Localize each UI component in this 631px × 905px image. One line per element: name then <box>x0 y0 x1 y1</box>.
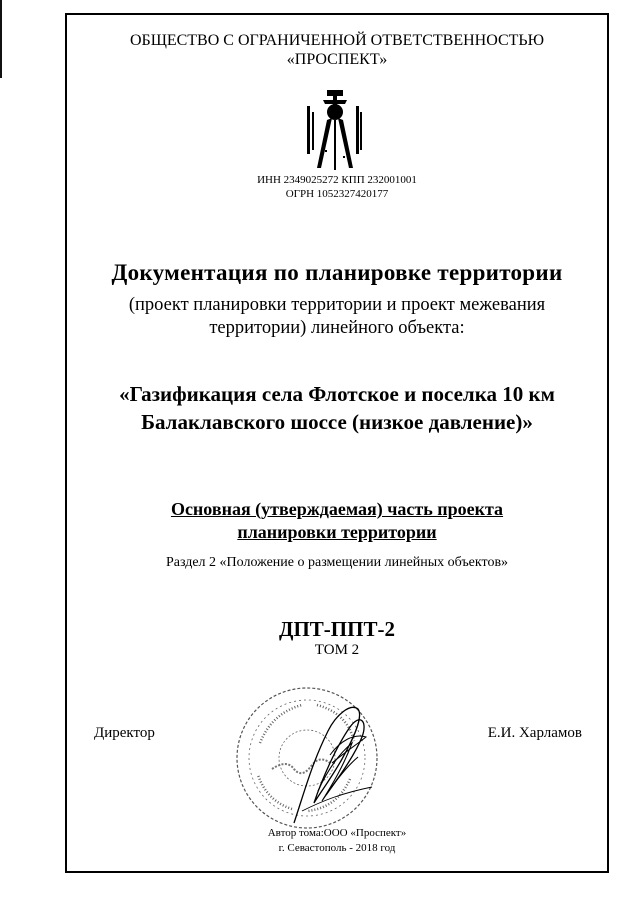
organization-name <box>67 31 607 69</box>
part-title-line-2: планировки территории <box>237 522 437 542</box>
inn-kpp: ИНН 2349025272 КПП 232001001 <box>257 174 417 186</box>
object-name <box>67 380 607 436</box>
volume-number: ТОМ 2 <box>314 642 360 658</box>
object-name-line-2: Балаклавского шоссе (низкое давление)» <box>141 410 533 434</box>
document-title: Документация по планировке территории <box>111 260 563 285</box>
round-seal-stamp-icon <box>232 683 382 833</box>
organization-name-line-1: ОБЩЕСТВО С ОГРАНИЧЕННОЙ ОТВЕТСТВЕННОСТЬЮ <box>129 32 545 49</box>
author-line: Автор тома:ООО «Проспект» <box>267 827 407 839</box>
document-subtitle-line-1: (проект планировки территории и проект межевания <box>128 295 546 315</box>
organization-name-line-2: «ПРОСПЕКТ» <box>286 51 388 68</box>
handwritten-signature-icon <box>294 707 372 823</box>
document-cipher: ДПТ-ППТ-2 <box>279 617 395 641</box>
surveyor-tripod-logo-icon <box>305 90 365 172</box>
document-subtitle-line-2: территории) линейного объекта: <box>209 318 465 338</box>
company-requisites <box>67 173 607 201</box>
city-year-line: г. Севастополь - 2018 год <box>278 842 396 854</box>
ogrn: ОГРН 1052327420177 <box>285 188 389 200</box>
document-subtitle <box>67 294 607 340</box>
part-title-line-1: Основная (утверждаемая) часть проекта <box>170 499 504 519</box>
signer-position: Директор <box>94 725 155 741</box>
object-name-line-1: «Газификация села Флотское и поселка 10 км <box>119 382 555 406</box>
part-title <box>67 498 607 544</box>
signer-name: Е.И. Харламов <box>487 725 582 741</box>
title-page-frame <box>65 13 609 873</box>
section-title: Раздел 2 «Положение о размещении линейных объектов» <box>165 555 509 570</box>
scan-edge-mark <box>0 0 2 78</box>
volume-author <box>67 826 607 856</box>
